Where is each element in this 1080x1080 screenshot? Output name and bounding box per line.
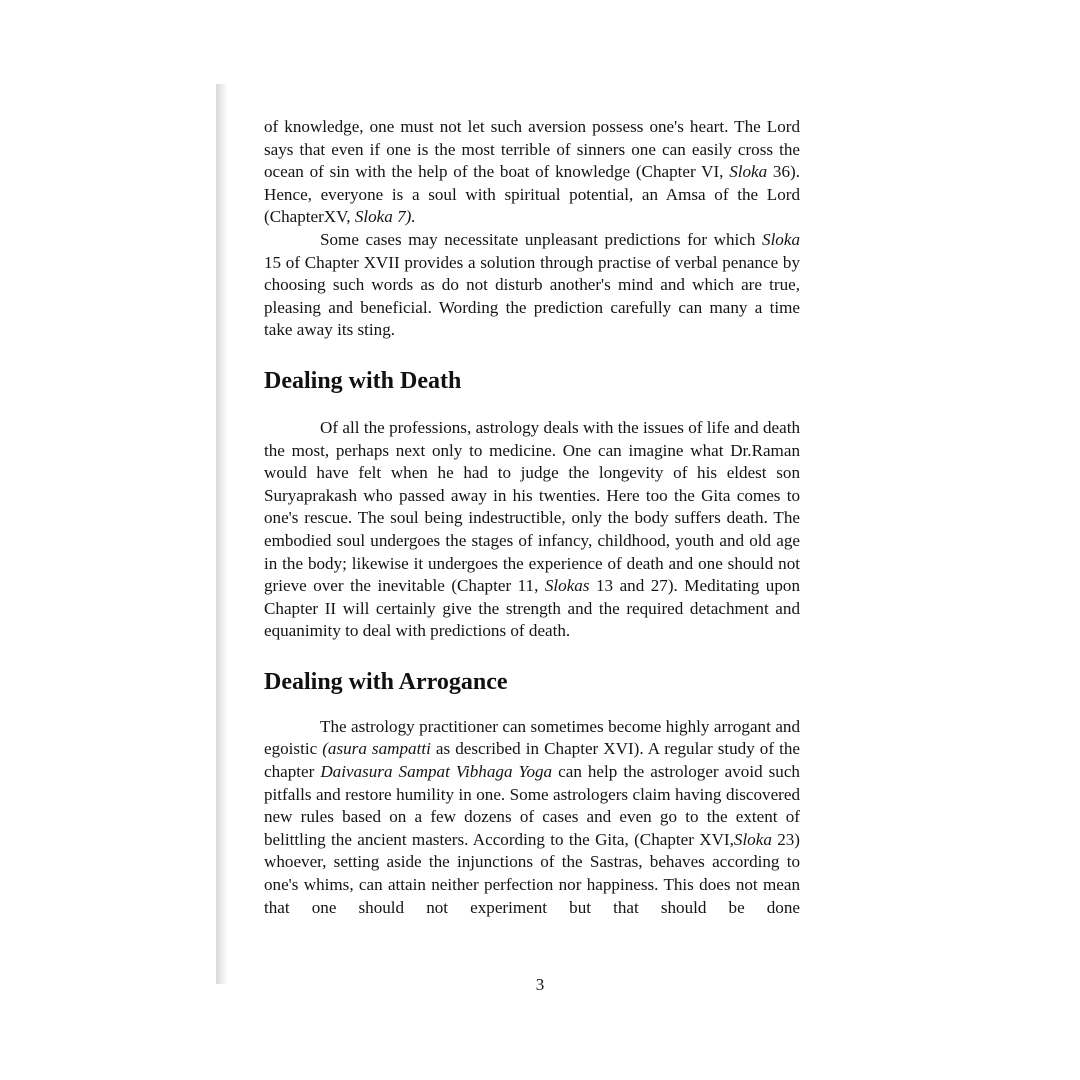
italic-text-run: (asura sampatti [322, 739, 431, 759]
text-run: 23) whoever, setting aside the injunctions of the Sastras, behaves according to one's whims, can attain neither perfection nor happiness. This does not mean that one should not experiment but that should be done [264, 829, 800, 917]
text-run: 15 of Chapter XVII provides a solution through practise of verbal penance by choosing such words as do not disturb another's mind and which are true, pleasing and beneficial. Wording the prediction carefully can many a time take away its sting. [264, 252, 800, 340]
italic-text-run: Sloka [762, 229, 800, 249]
text-run: Some cases may necessitate unpleasant predictions for which [320, 229, 763, 249]
heading-dealing-with-death: Dealing with Death [264, 367, 462, 394]
text-run: can help the astrologer avoid such pitfalls and restore humility in one. Some astrologers claim having discovered new rules based on a few dozens of cases and even go to the extent of belittling the ancient masters. According to the Gita, (Chapter XVI, [264, 762, 800, 849]
page-number: 3 [535, 975, 545, 994]
arrogance-paragraph [264, 716, 800, 919]
italic-text-run: Sloka 7). [354, 207, 416, 227]
text-run: Of all the professions, astrology deals with the issues of life and death the most, perhaps next only to medicine. One can imagine what Dr.Raman would have felt when he had to judge the longevity of his eldest son Suryaprakash who passed away in his twenties. Here too the Gita comes to one's rescue. The soul being indestructible, only the body suffers death. The embodied soul undergoes the stages of infancy, childhood, youth and old age in the body; likewise it undergoes the experience of death and one should not grieve over the inevitable (Chapter 11, [264, 417, 800, 596]
italic-text-run: Sloka [733, 829, 772, 849]
heading-dealing-with-arrogance: Dealing with Arrogance [264, 668, 508, 695]
text-run: of knowledge, one must not let such aversion possess one's heart. The Lord says that even if one is the most terrible of sinners one can easily cross the ocean of sin with the help of the boat of knowledge (Chapter VI, [264, 117, 800, 182]
italic-text-run: Sloka [729, 162, 768, 182]
intro-paragraph-1 [264, 116, 800, 229]
italic-text-run: Slokas [544, 576, 590, 596]
binding-shadow [216, 84, 228, 984]
text-run: 36). Hence, everyone is a soul with spiritual potential, an Amsa of the Lord (ChapterXV, [264, 162, 800, 227]
page-body [264, 116, 800, 919]
italic-text-run: Daivasura Sampat Vibhaga Yoga [320, 762, 553, 782]
intro-paragraph-2 [264, 229, 800, 342]
text-run: The astrology practitioner can sometimes become highly arrogant and egoistic [264, 716, 800, 759]
text-run: as described in Chapter XVI). A regular study of the chapter [264, 739, 800, 782]
death-paragraph [264, 417, 800, 643]
text-run: 13 and 27). Meditating upon Chapter II will certainly give the strength and the required detachment and equanimity to deal with predictions of death. [264, 576, 800, 641]
